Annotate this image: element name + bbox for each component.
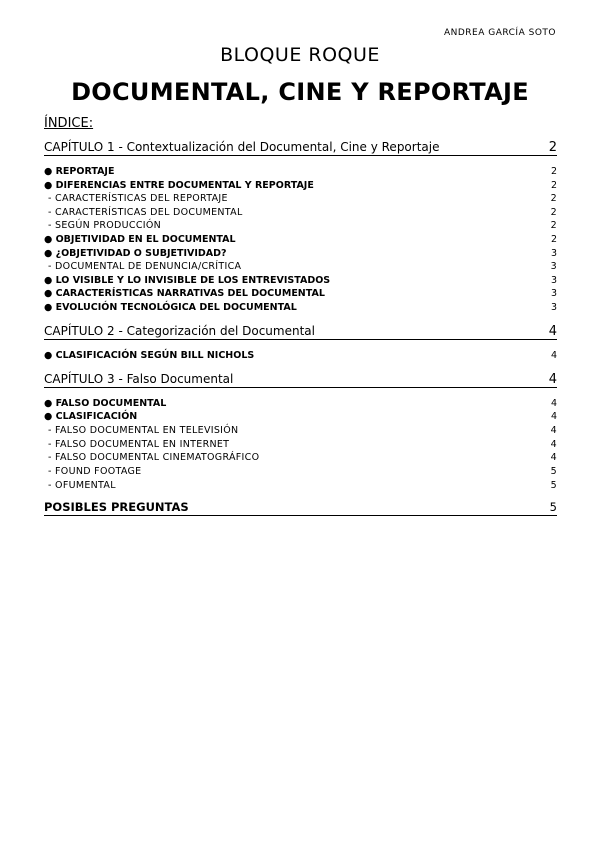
toc-section-row[interactable] <box>44 275 557 288</box>
toc-entry-text: - CARACTERÍSTICAS DEL DOCUMENTAL <box>48 207 243 218</box>
toc-section-row[interactable] <box>44 234 557 247</box>
index-heading: ÍNDICE: <box>44 116 94 131</box>
toc-sub-row[interactable] <box>44 261 557 274</box>
toc-page-number: 2 <box>548 140 557 155</box>
toc-entry-text: - FALSO DOCUMENTAL EN TELEVISIÓN <box>48 425 239 436</box>
toc-section-row[interactable] <box>44 248 557 261</box>
toc-sub-row[interactable] <box>44 425 557 438</box>
toc-entry-text: ● CLASIFICACIÓN SEGÚN BILL NICHOLS <box>44 350 255 361</box>
toc-page-number: 2 <box>550 180 557 191</box>
toc-section-row[interactable] <box>44 166 557 179</box>
toc-entry-text: ● ¿OBJETIVIDAD O SUBJETIVIDAD? <box>44 248 227 259</box>
toc-page-number: 3 <box>550 261 557 272</box>
toc-entry-text: ● CLASIFICACIÓN <box>44 411 138 422</box>
toc-entry-text: ● CARACTERÍSTICAS NARRATIVAS DEL DOCUMENTAL <box>44 288 325 299</box>
toc-page-number: 3 <box>550 275 557 286</box>
toc-page-number: 2 <box>550 234 557 245</box>
toc-entry-text: CAPÍTULO 2 - Categorización del Documental <box>44 324 315 338</box>
toc-page-number: 2 <box>550 166 557 177</box>
toc-page-number: 5 <box>550 480 557 491</box>
toc-entry-text: - FALSO DOCUMENTAL CINEMATOGRÁFICO <box>48 452 260 463</box>
toc-page-number: 4 <box>548 372 557 387</box>
toc-page-number: 2 <box>550 207 557 218</box>
toc-sub-row[interactable] <box>44 207 557 220</box>
toc-page-number: 5 <box>549 500 557 514</box>
toc-page-number: 2 <box>550 193 557 204</box>
toc-entry-text: ● LO VISIBLE Y LO INVISIBLE DE LOS ENTREVISTADOS <box>44 275 331 286</box>
toc-chapter-row[interactable] <box>44 140 557 156</box>
toc-sub-row[interactable] <box>44 193 557 206</box>
toc-section-row[interactable] <box>44 302 557 315</box>
toc-section-row[interactable] <box>44 398 557 411</box>
toc-entry-text: ● REPORTAJE <box>44 166 115 177</box>
toc-entry-text: ● DIFERENCIAS ENTRE DOCUMENTAL Y REPORTAJE <box>44 180 314 191</box>
toc-entry-text: - DOCUMENTAL DE DENUNCIA/CRÍTICA <box>48 261 242 272</box>
toc-entry-text: - FALSO DOCUMENTAL EN INTERNET <box>48 439 230 450</box>
toc-entry-text: CAPÍTULO 1 - Contextualización del Documental, Cine y Reportaje <box>44 140 440 154</box>
toc-page-number: 4 <box>550 411 557 422</box>
toc-sub-row[interactable] <box>44 220 557 233</box>
toc-page-number: 4 <box>550 439 557 450</box>
toc-chapter-row[interactable] <box>44 372 557 388</box>
toc-page-number: 4 <box>548 324 557 339</box>
toc-page-number: 2 <box>550 220 557 231</box>
document-title: DOCUMENTAL, CINE Y REPORTAJE <box>71 78 529 106</box>
toc-page-number: 3 <box>550 288 557 299</box>
toc-entry-text: ● OBJETIVIDAD EN EL DOCUMENTAL <box>44 234 236 245</box>
toc-section-row[interactable] <box>44 350 557 363</box>
toc-entry-text: - FOUND FOOTAGE <box>48 466 142 477</box>
toc-page-number: 4 <box>550 398 557 409</box>
toc-questions-row[interactable] <box>44 500 557 516</box>
toc-section-row[interactable] <box>44 288 557 301</box>
toc-section-row[interactable] <box>44 180 557 193</box>
toc-entry-text: ● FALSO DOCUMENTAL <box>44 398 167 409</box>
toc-section-row[interactable] <box>44 411 557 424</box>
toc-entry-text: ● EVOLUCIÓN TECNOLÓGICA DEL DOCUMENTAL <box>44 302 297 313</box>
toc-chapter-row[interactable] <box>44 324 557 340</box>
toc-sub-row[interactable] <box>44 466 557 479</box>
toc-page-number: 3 <box>550 302 557 313</box>
toc-sub-row[interactable] <box>44 439 557 452</box>
toc-entry-text: - CARACTERÍSTICAS DEL REPORTAJE <box>48 193 228 204</box>
toc-entry-text: - OFUMENTAL <box>48 480 116 491</box>
toc-page-number: 3 <box>550 248 557 259</box>
toc-sub-row[interactable] <box>44 452 557 465</box>
toc-sub-row[interactable] <box>44 480 557 493</box>
toc-entry-text: POSIBLES PREGUNTAS <box>44 500 189 514</box>
toc-entry-text: CAPÍTULO 3 - Falso Documental <box>44 372 234 386</box>
toc-page-number: 5 <box>550 466 557 477</box>
author-name: ANDREA GARCÍA SOTO <box>443 28 556 38</box>
toc-page-number: 4 <box>550 452 557 463</box>
toc-page-number: 4 <box>550 425 557 436</box>
toc-entry-text: - SEGÚN PRODUCCIÓN <box>48 220 162 231</box>
block-title: BLOQUE ROQUE <box>220 44 380 66</box>
toc-page-number: 4 <box>550 350 557 361</box>
